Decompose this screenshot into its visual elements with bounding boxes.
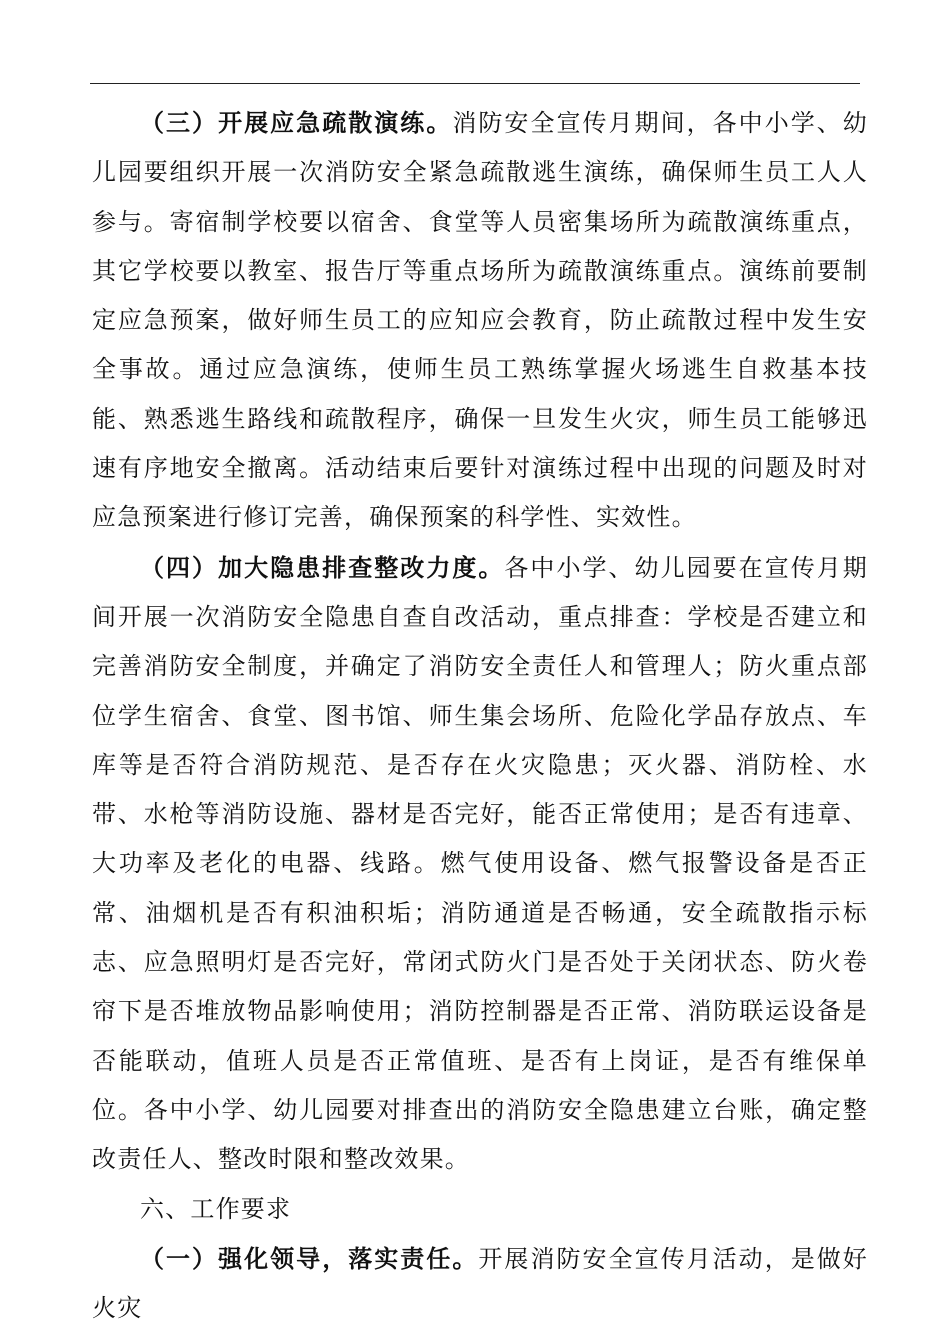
paragraph-emergency-evacuation-drill — [92, 98, 868, 543]
paragraph-lead-heading: （一）强化领导，落实责任。 — [140, 1243, 479, 1273]
document-body — [92, 98, 868, 1333]
paragraph-strengthen-leadership — [92, 1234, 868, 1334]
paragraph-text: 消防安全宣传月期间，各中小学、幼儿园要组织开展一次消防安全紧急疏散逃生演练，确保师生员工人人参与。寄宿制学校要以宿舍、食堂等人员密集场所为疏散演练重点，其它学校要以教室、报告厅等重点场所为疏散演练重点。演练前要制定应急预案，做好师生员工的应知应会教育，防止疏散过程中发生安全事故。通过应急演练，使师生员工熟练掌握火场逃生自救基本技能、熟悉逃生路线和疏散程序，确保一旦发生火灾，师生员工能够迅速有序地安全撤离。活动结束后要针对演练过程中出现的问题及时对应急预案进行修订完善，确保预案的科学性、实效性。 — [92, 109, 868, 532]
paragraph-text: 各中小学、幼儿园要在宣传月期间开展一次消防安全隐患自查自改活动，重点排查：学校是否建立和完善消防安全制度，并确定了消防安全责任人和管理人；防火重点部位学生宿舍、食堂、图书馆、师生集会场所、危险化学品存放点、车库等是否符合消防规范、是否存在火灾隐患；灭火器、消防栓、水带、水枪等消防设施、器材是否完好，能否正常使用；是否有违章、大功率及老化的电器、线路。燃气使用设备、燃气报警设备是否正常、油烟机是否有积油积垢；消防通道是否畅通，安全疏散指示标志、应急照明灯是否完好，常闭式防火门是否处于关闭状态、防火卷帘下是否堆放物品影响使用；消防控制器是否正常、消防联运设备是否能联动，值班人员是否正常值班、是否有上岗证，是否有维保单位。各中小学、幼儿园要对排查出的消防安全隐患建立台账，确定整改责任人、整改时限和整改效果。 — [92, 553, 868, 1174]
paragraph-text: 开展消防安全宣传月活动，是做好火灾 — [92, 1244, 868, 1323]
paragraph-lead-heading: （四）加大隐患排查整改力度。 — [140, 552, 505, 582]
section-heading-work-requirements: 六、工作要求 — [140, 1194, 292, 1223]
paragraph-hazard-inspection — [92, 543, 868, 1185]
header-rule — [90, 83, 860, 84]
paragraph-lead-heading: （三）开展应急疏散演练。 — [140, 108, 453, 137]
